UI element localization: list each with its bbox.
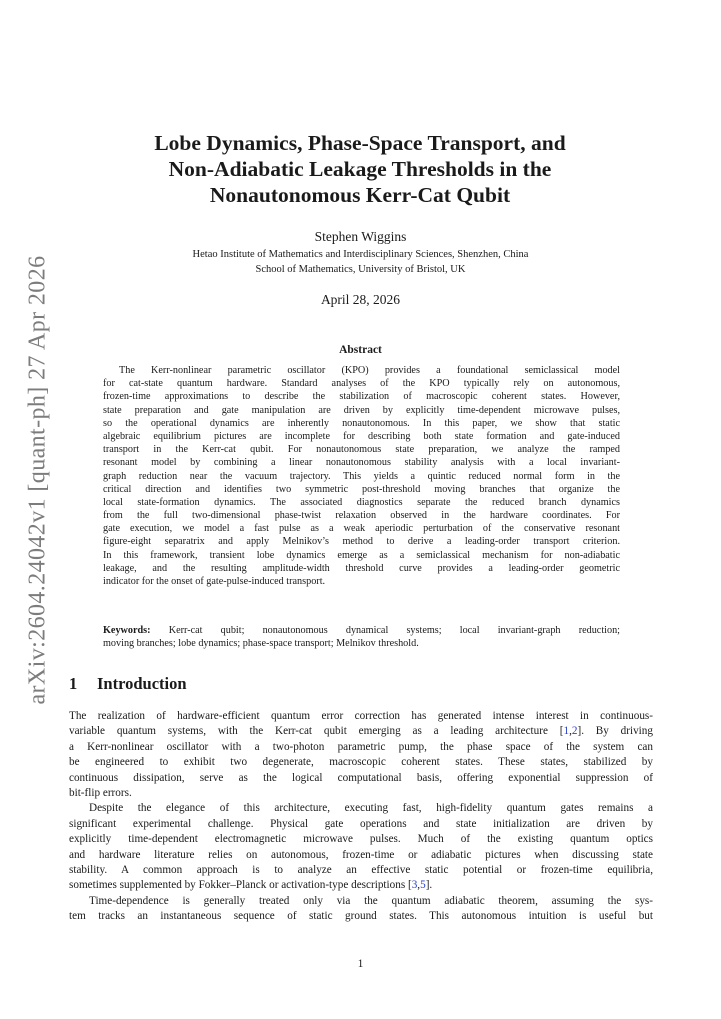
body-text-run: ]. — [425, 879, 433, 892]
title-line: Non-Adiabatic Leakage Thresholds in the — [168, 157, 552, 181]
abstract-line: resonant model by combining a linear nonautonomous stability analysis with a local invariant- — [103, 457, 620, 469]
body-text-run: The realization of hardware-efficient quantum error correction has generated intense interest in continuous- — [69, 710, 653, 722]
section-heading — [69, 674, 187, 694]
title-line: Lobe Dynamics, Phase-Space Transport, and — [154, 131, 566, 155]
citation-link[interactable]: 1 — [563, 725, 570, 738]
abstract-line: state preparation and gate manipulation are driven by explicitly time-dependent microwave pulses, — [103, 404, 620, 416]
body-text-run: explicitly time-dependent electromagnetic microwave pulses. Much of the existing quantum optics — [69, 833, 653, 846]
abstract-line: figure-eight separatrix and apply Melnikov’s method to derive a leading-order transport criterion. — [103, 536, 620, 548]
abstract-line: transport in the Kerr-cat qubit. For nonautonomous state preparation, we analyze the ramped — [103, 444, 620, 456]
citation-link[interactable]: 5 — [420, 879, 426, 892]
abstract-line: The Kerr-nonlinear parametric oscillator (KPO) provides a foundational semiclassical model — [119, 365, 620, 376]
body-text-run: and hardware literature relies on autonomous, frozen-time or adiabatic pictures when discussing state — [69, 848, 653, 861]
body-text-run: stability. A common approach is to analyze an effective static potential or frozen-time equilibria, — [69, 863, 653, 876]
body-text-run: ]. By driving — [577, 725, 653, 738]
abstract-line: critical direction and identifies two symmetric post-threshold moving branches that organize the — [103, 483, 620, 495]
body-line — [69, 801, 653, 816]
body-text-run: bit-flip errors. — [69, 786, 132, 799]
section-title: Introduction — [97, 674, 187, 693]
abstract-line: graph reduction near the vacuum trajectory. This yields a quintic reduced normal form in the — [103, 470, 620, 482]
section-number: 1 — [69, 674, 78, 693]
abstract-line: gate execution, we model a fast pulse as a weak aperiodic perturbation of the conservative resonant — [103, 523, 620, 535]
body-line — [69, 909, 653, 924]
affiliation: Hetao Institute of Mathematics and Interdisciplinary Sciences, Shenzhen, China — [192, 249, 529, 260]
publication-date: April 28, 2026 — [320, 292, 401, 307]
body-line — [69, 740, 653, 755]
body-text-run: be engineered to exhibit two degenerate, macroscopic coherent states. These states, stabilized by — [69, 756, 653, 769]
body-text-run: variable quantum systems, with the Kerr-cat qubit emerging as a leading architecture [ — [69, 725, 564, 738]
page-number: 1 — [357, 958, 364, 970]
body-text-run: , — [417, 879, 421, 892]
abstract-text — [103, 364, 620, 588]
body-text-run: Time-dependence is generally treated only via the quantum adiabatic theorem, assuming the sys- — [89, 894, 653, 907]
body-line — [69, 832, 653, 847]
body-line — [69, 709, 653, 724]
body-line — [69, 724, 653, 739]
abstract-line: indicator for the onset of gate-pulse-induced transport. — [103, 576, 326, 587]
keywords-text: Kerr-cat qubit; nonautonomous dynamical systems; local invariant-graph reduction; — [168, 625, 620, 636]
keywords — [103, 624, 620, 650]
body-line — [69, 755, 653, 770]
body-text-run: sometimes supplemented by Fokker–Planck or activation-type descriptions [ — [69, 879, 412, 892]
body-line — [69, 863, 653, 878]
affiliation: School of Mathematics, University of Bristol, UK — [255, 264, 466, 275]
body-text-run: tem tracks an instantaneous sequence of static ground states. This autonomous intuition is useful but — [69, 910, 653, 923]
body-text-run: significant experimental challenge. Physical gate operations and state initialization are driven by — [69, 817, 653, 830]
abstract-heading: Abstract — [339, 344, 382, 356]
paper-title — [100, 130, 620, 208]
keywords-line: moving branches; lobe dynamics; phase-space transport; Melnikov threshold. — [103, 638, 419, 650]
body-text-run: continuous dissipation, serve as the logical computational basis, offering exponential suppression of — [69, 771, 653, 784]
abstract-line: for cat-state quantum hardware. Standard analyses of the KPO typically rely on autonomous, — [103, 378, 620, 390]
body-line — [69, 817, 653, 832]
abstract-line: frozen-time approximations to describe the stabilization of macroscopic coherent states. However, — [103, 391, 620, 403]
arxiv-identifier: arXiv:2604.24042v1 [quant-ph] 27 Apr 2026 — [24, 255, 51, 705]
abstract-line: leakage, and the resulting amplitude-width threshold curve provides a leading-order geometric — [103, 562, 620, 574]
abstract-line: local state-formation dynamics. The associated diagnostics separate the reduced branch dynamics — [103, 496, 620, 508]
abstract-line: In this framework, transient lobe dynamics emerge as a semiclassical mechanism for non-adiabatic — [103, 549, 620, 561]
body-text-run: , — [569, 725, 572, 738]
abstract-line: so the operational dynamics are inherently nonautonomous. In this paper, we show that static — [103, 417, 620, 429]
body-line — [69, 848, 653, 863]
keywords-line — [103, 624, 620, 637]
abstract-line: algebraic equilibrium pictures are incomplete for describing both state formation and gate-induced — [103, 430, 620, 442]
title-line: Nonautonomous Kerr-Cat Qubit — [209, 183, 511, 207]
body-line — [69, 771, 653, 786]
citation-link[interactable]: 3 — [411, 879, 418, 892]
citation-link[interactable]: 2 — [571, 725, 578, 738]
body-text-run: a Kerr-nonlinear oscillator with a two-photon parametric pump, the phase space of the system can — [69, 740, 653, 753]
body-line — [69, 894, 653, 909]
abstract-line: from the full two-dimensional phase-twist relaxation observed in the hardware coordinates. For — [103, 510, 620, 522]
body-text-run: Despite the elegance of this architecture, executing fast, high-fidelity quantum gates remains a — [89, 802, 653, 815]
body-line — [69, 786, 653, 801]
keywords-label: Keywords: — [103, 625, 151, 636]
body-text — [69, 709, 653, 924]
body-line — [69, 878, 653, 893]
author-name: Stephen Wiggins — [314, 229, 407, 244]
